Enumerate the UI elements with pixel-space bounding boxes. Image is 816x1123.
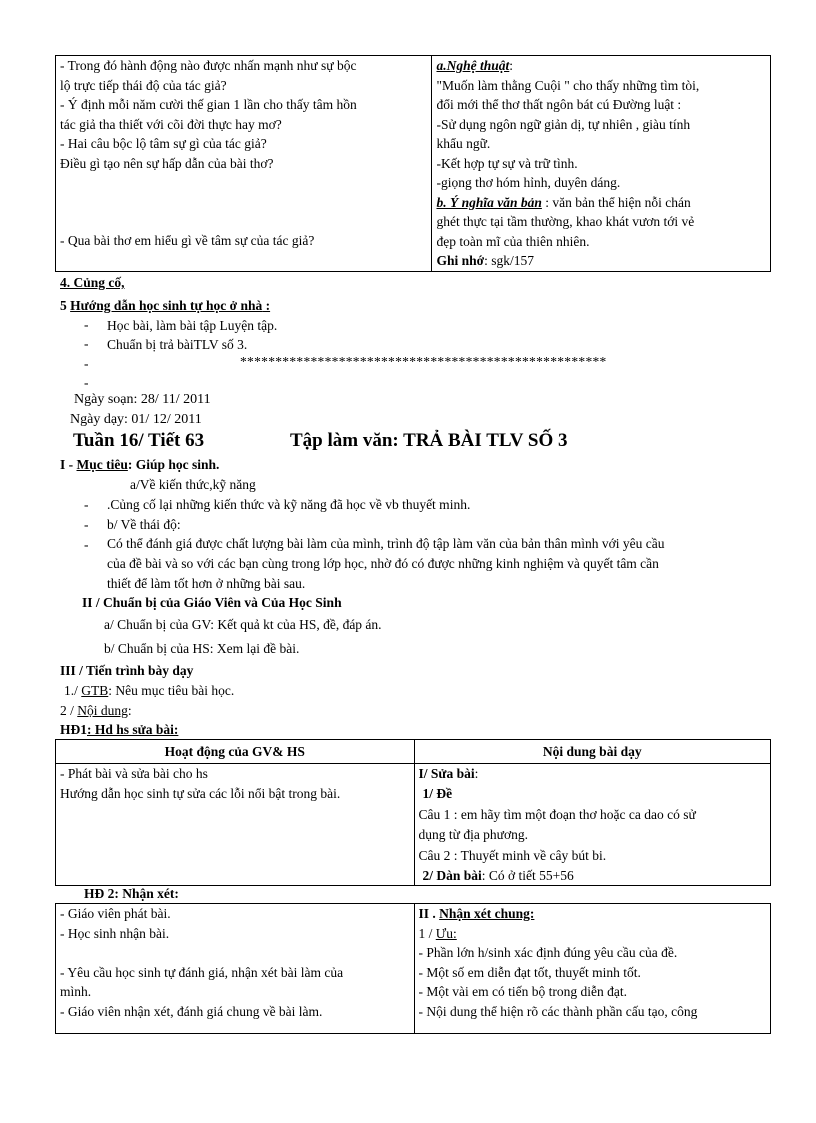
art-line: khẩu ngữ.	[436, 136, 491, 151]
comments-title-prefix: II .	[418, 906, 440, 921]
lesson-title: Tập làm văn: TRẢ BÀI TLV SỐ 3	[290, 430, 568, 451]
bullet-dash: -	[84, 356, 89, 371]
section-5-number: 5	[60, 298, 71, 313]
outline-label: 2/ Dàn bài	[422, 867, 482, 883]
homework-item: Chuẩn bị trả bàiTLV số 3.	[107, 337, 248, 352]
objective-knowledge: a/Về kiến thức,kỹ năng	[130, 477, 256, 492]
content-label: Nội dung	[77, 703, 128, 718]
meaning-line: đẹp toàn mĩ của thiên nhiên.	[436, 233, 590, 249]
bullet-dash: -	[84, 317, 89, 332]
activity-1-label: : Hd hs sửa bài:	[87, 722, 179, 737]
correction-activities-cell	[56, 764, 415, 886]
preparation-student: b/ Chuẩn bị của HS: Xem lại đề bài.	[104, 641, 300, 656]
section-4-heading: 4. Củng cố,	[60, 275, 125, 290]
section-5-colon: :	[262, 298, 271, 313]
bullet-dash: -	[84, 537, 89, 552]
correction-table	[55, 739, 771, 886]
gtb-line	[64, 681, 234, 700]
activity-line: - Phát bài và sửa bài cho hs	[60, 766, 208, 781]
activity-line: - Giáo viên phát bài.	[60, 906, 171, 921]
comments-activities-cell	[56, 904, 415, 1034]
art-line: -giọng thơ hóm hỉnh, duyên dáng.	[436, 175, 621, 190]
question-1-line: Câu 1 : em hãy tìm một đoạn thơ hoặc ca dao có sử	[418, 807, 696, 822]
objective-attitude-paragraph	[107, 534, 780, 594]
art-line: "Muốn làm thằng Cuội " cho thấy những tìm tòi,	[436, 77, 700, 93]
prompt-heading: 1/ Đề	[422, 785, 453, 801]
activity-line: - Giáo viên nhận xét, đánh giá chung về bài làm.	[60, 1003, 323, 1019]
art-colon: :	[509, 58, 514, 73]
content-colon: :	[127, 703, 132, 718]
question-line: - Ý định mỗi năm cười thế gian 1 lần cho thấy tâm hồn	[60, 97, 357, 112]
strength-line: - Phần lớn h/sinh xác định đúng yêu cầu của đề.	[418, 945, 678, 960]
preparation-teacher: a/ Chuẩn bị của GV: Kết quả kt của HS, đề, đáp án.	[104, 617, 382, 632]
correction-title: I/ Sửa bài	[418, 766, 475, 781]
activity-line: - Học sinh nhận bài.	[60, 925, 170, 941]
activity-line: mình.	[60, 984, 92, 999]
question-2-line: Câu 2 : Thuyết minh về cây bút bi.	[418, 848, 607, 863]
meaning-heading: b. Ý nghĩa văn bản	[436, 194, 542, 210]
strength-line: - Nội dung thể hiện rõ các thành phần cấu tạo, công	[418, 1003, 698, 1019]
bullet-dash: -	[84, 375, 89, 390]
gtb-number: 1./	[64, 683, 82, 698]
review-content-cell	[432, 56, 771, 272]
process-heading: III / Tiến trình bày dạy	[60, 663, 194, 678]
objectives-prefix: I -	[60, 457, 77, 472]
separator-stars: ****************************************************	[240, 354, 607, 369]
gtb-text: : Nêu mục tiêu bài học.	[108, 683, 235, 698]
activity-line: - Yêu cầu học sinh tự đánh giá, nhận xét bài làm của	[60, 964, 344, 980]
column-header-content: Nội dung bài dạy	[414, 740, 771, 764]
question-1-line: dụng từ địa phương.	[418, 826, 529, 842]
activity-2-heading: HĐ 2: Nhận xét:	[84, 886, 179, 901]
question-line: Điều gì tạo nên sự hấp dẫn của bài thơ?	[60, 155, 274, 171]
note-value: : sgk/157	[484, 253, 535, 268]
activity-line-blank	[60, 943, 410, 963]
objectives-subtitle: : Giúp học sinh.	[127, 457, 220, 472]
paragraph-line: của đề bài và so với các bạn cùng trong lớp học, nhờ đó có được những kinh nghiệm và quyết tâm cần	[107, 556, 659, 571]
activity-1-heading	[60, 720, 178, 739]
review-comments-table	[55, 903, 771, 1034]
meaning-line: ghét thực tại tầm thường, khao khát vươn tới vẻ	[436, 214, 695, 229]
strength-line: - Một số em diễn đạt tốt, thuyết minh tốt.	[418, 964, 641, 980]
question-line: tác giả tha thiết với cõi đời thực hay mơ?	[60, 116, 282, 132]
review-table	[55, 55, 771, 272]
paragraph-line: Có thể đánh giá được chất lượng bài làm của mình, trình độ tập làm văn của bản thân mình với yêu cầu	[107, 536, 665, 551]
date-taught: Ngày dạy: 01/ 12/ 2011	[70, 412, 202, 427]
strength-line: - Một vài em có tiến bộ trong diễn đạt.	[418, 984, 627, 999]
week-title: Tuần 16/ Tiết 63	[73, 430, 205, 451]
comments-content-cell	[414, 904, 771, 1034]
section-5-heading	[60, 296, 270, 315]
bullet-dash: -	[84, 336, 89, 351]
correction-content-cell	[414, 764, 771, 886]
activity-line: Hướng dẫn học sinh tự sửa các lỗi nổi bật trong bài.	[60, 785, 341, 801]
bullet-dash: -	[84, 517, 89, 532]
question-line: lộ trực tiếp thái độ của tác giả?	[60, 77, 227, 93]
section-5-title: Hướng dẫn học sinh tự học ở nhà	[70, 298, 263, 313]
correction-colon: :	[474, 766, 479, 781]
note-label: Ghi nhớ	[436, 253, 485, 268]
date-prepared: Ngày soạn: 28/ 11/ 2011	[74, 392, 211, 407]
content-number: 2 /	[60, 703, 78, 718]
question-line: - Hai câu bộc lộ tâm sự gì của tác giả?	[60, 136, 267, 151]
question-line: - Trong đó hành động nào được nhấn mạnh như sự bộc	[60, 58, 357, 73]
art-line: -Kết hợp tự sự và trữ tình.	[436, 155, 578, 171]
activity-1-prefix: HĐ1	[60, 722, 87, 737]
review-questions-cell	[56, 56, 432, 272]
objectives-label: Mục tiêu	[76, 457, 128, 472]
objectives-heading	[60, 455, 219, 474]
comments-title: Nhận xét chung:	[439, 906, 535, 921]
preparation-heading: II / Chuẩn bị của Giáo Viên và Của Học Sinh	[82, 595, 342, 610]
art-heading: a.Nghệ thuật	[436, 58, 510, 73]
column-header-activities: Hoạt động của GV& HS	[56, 740, 415, 764]
art-line: -Sử dụng ngôn ngữ giản dị, tự nhiên , giàu tính	[436, 116, 691, 132]
question-line: - Qua bài thơ em hiểu gì về tâm sự của tác giả?	[60, 233, 315, 248]
paragraph-line: thiết để làm tốt hơn ở những bài sau.	[107, 576, 306, 591]
homework-item: Học bài, làm bài tập Luyện tập.	[107, 318, 278, 333]
meaning-text: : văn bản thể hiện nỗi chán	[541, 194, 691, 210]
strengths-label: Ưu:	[435, 925, 457, 941]
strengths-prefix: 1 /	[418, 925, 436, 941]
objective-item: .Củng cố lại những kiến thức và kỹ năng đã học về vb thuyết minh.	[107, 497, 471, 512]
art-line: đổi mới thể thơ thất ngôn bát cú Đường luật :	[436, 97, 682, 112]
gtb-label: GTB	[81, 683, 109, 698]
bullet-dash: -	[84, 497, 89, 512]
content-line	[60, 701, 132, 720]
objective-item: b/ Về thái độ:	[107, 517, 181, 532]
outline-text: : Có ở tiết 55+56	[481, 867, 574, 883]
